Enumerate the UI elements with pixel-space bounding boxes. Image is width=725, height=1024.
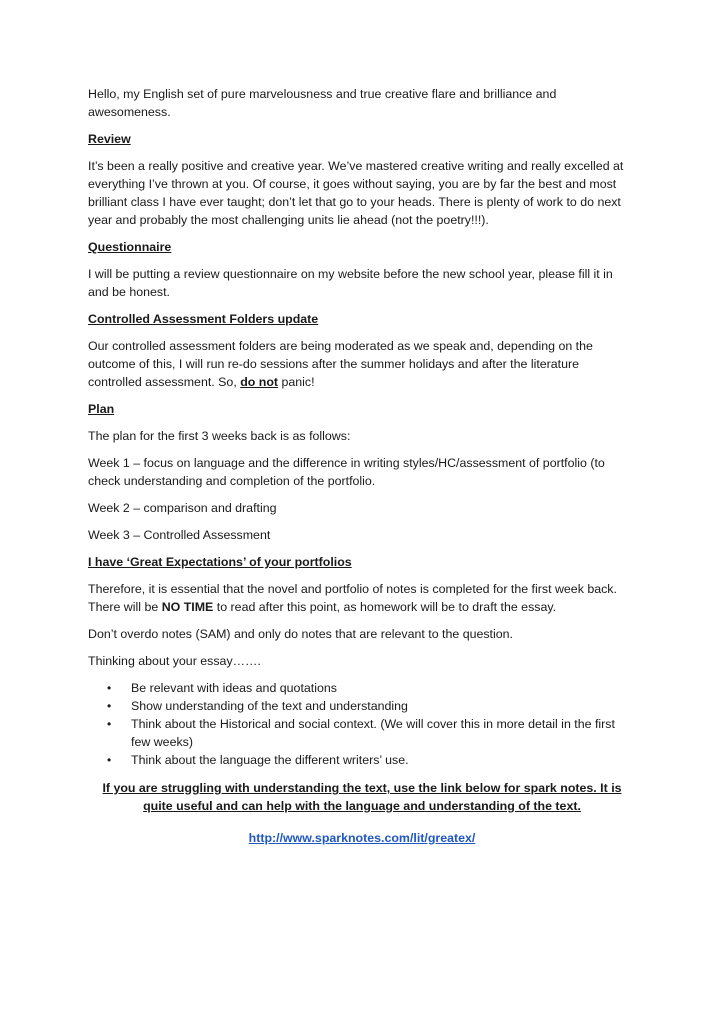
folders-body-end: panic!	[278, 375, 315, 389]
list-item	[88, 715, 636, 751]
essay-intro: Thinking about your essay…….	[88, 654, 261, 668]
list-item	[88, 751, 636, 769]
review-body: It’s been a really positive and creative year. We’ve mastered creative writing and really excelled at everything I’ve thrown at you. Of course, it goes without saying, you are by far the best and most brilliant class I have ever taught; don’t let that go to your heads. There is plenty of work to do next year and probably the most challenging units lie ahead (not the poetry!!!).	[88, 159, 624, 227]
document-page	[88, 85, 636, 847]
list-item-text: Be relevant with ideas and quotations	[131, 681, 337, 695]
folders-heading: Controlled Assessment Folders update	[88, 312, 319, 326]
questionnaire-heading: Questionnaire	[88, 240, 172, 254]
list-item-text: Think about the language the different writers’ use.	[131, 753, 409, 767]
expectations-body-start: Therefore, it is essential that the novel and portfolio of notes is completed for the first week back. There will be	[88, 582, 617, 614]
bullet-icon: •	[107, 681, 112, 695]
folders-body-start: Our controlled assessment folders are being moderated as we speak and, depending on the outcome of this, I will run re-do sessions after the summer holidays and after the literature controlled assessment. So,	[88, 339, 593, 389]
review-heading: Review	[88, 132, 131, 146]
essay-bullet-list	[88, 679, 636, 769]
list-item	[88, 697, 636, 715]
do-not-emphasis: do not	[240, 375, 279, 389]
spark-notes-note: If you are struggling with understanding the text, use the link below for spark notes. It is quite useful and can help with the language and understanding of the text.	[102, 781, 622, 813]
plan-week-3: Week 3 – Controlled Assessment	[88, 528, 271, 542]
sparknotes-link[interactable]: http://www.sparknotes.com/lit/greatex/	[248, 831, 476, 845]
no-time-emphasis: NO TIME	[161, 600, 214, 614]
list-item-text: Show understanding of the text and understanding	[131, 699, 408, 713]
plan-heading: Plan	[88, 402, 115, 416]
plan-week-2: Week 2 – comparison and drafting	[88, 501, 277, 515]
expectations-body-end: to read after this point, as homework will be to draft the essay.	[213, 600, 557, 614]
expectations-body	[88, 580, 636, 616]
list-item	[88, 679, 636, 697]
bullet-icon: •	[107, 753, 112, 767]
expectations-heading: I have ‘Great Expectations’ of your portfolios	[88, 555, 352, 569]
notes-advice: Don’t overdo notes (SAM) and only do notes that are relevant to the question.	[88, 627, 513, 641]
greeting: Hello, my English set of pure marvelousness and true creative flare and brilliance and awesomeness.	[88, 87, 557, 119]
bullet-icon: •	[107, 717, 112, 731]
bullet-icon: •	[107, 699, 112, 713]
plan-week-1: Week 1 – focus on language and the difference in writing styles/HC/assessment of portfolio (to check understanding and completion of the portfolio.	[88, 456, 605, 488]
folders-body	[88, 337, 636, 391]
list-item-text: Think about the Historical and social context. (We will cover this in more detail in the first few weeks)	[131, 717, 615, 749]
questionnaire-body: I will be putting a review questionnaire on my website before the new school year, please fill it in and be honest.	[88, 267, 613, 299]
plan-intro: The plan for the first 3 weeks back is as follows:	[88, 429, 351, 443]
